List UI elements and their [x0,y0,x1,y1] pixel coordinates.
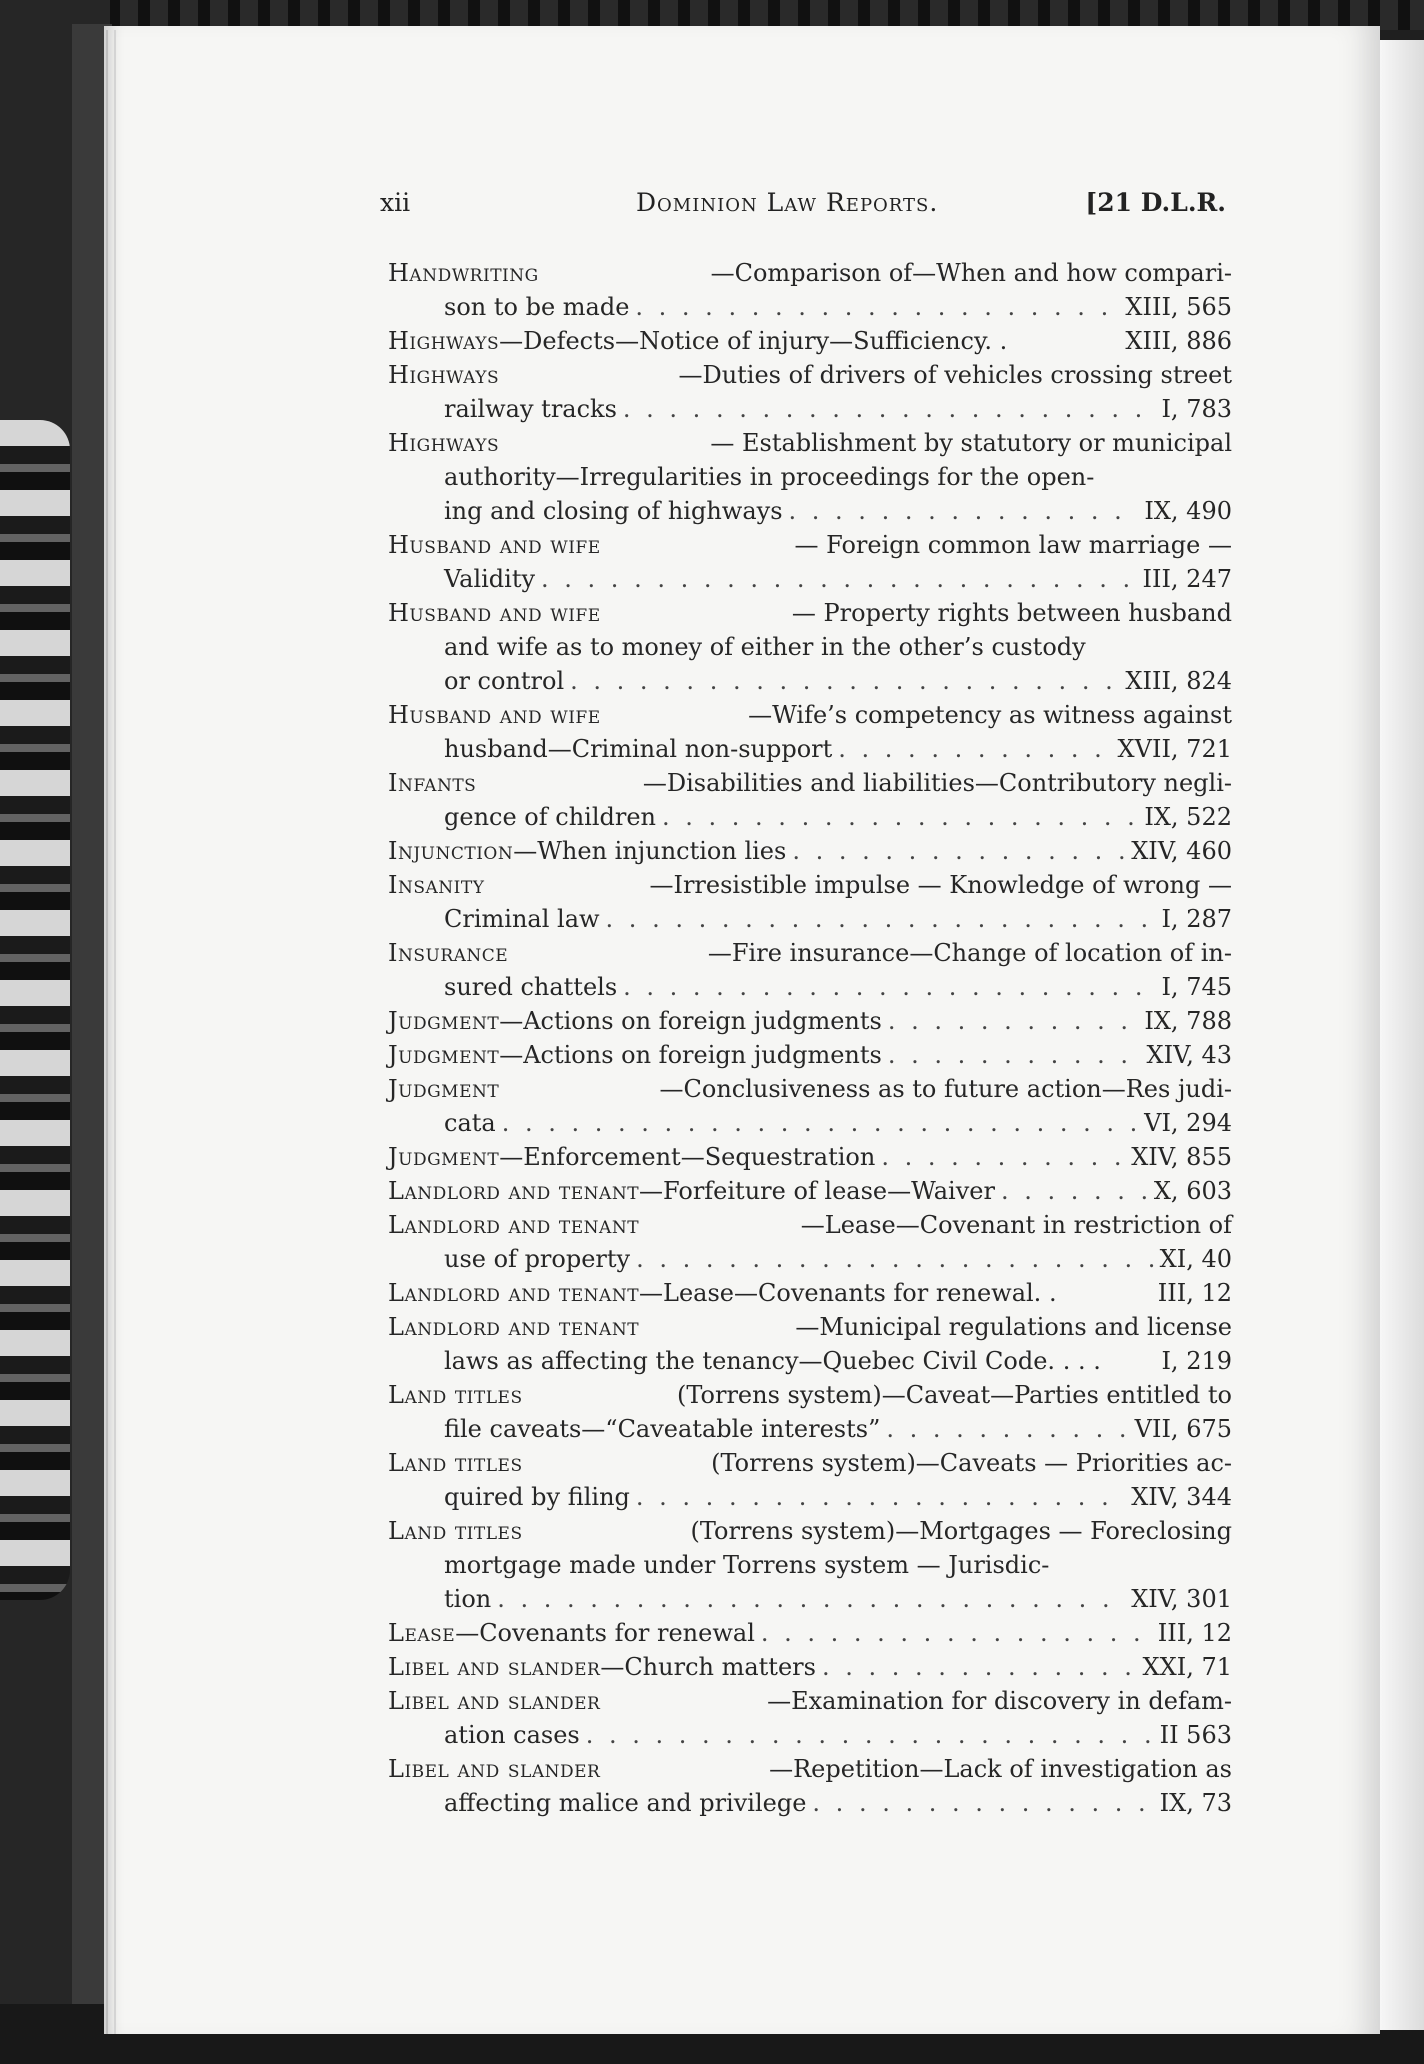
entry-text: —Repetition—Lack of investigation as [769,1755,1232,1783]
entry-heading: Husband and wife [388,531,601,559]
entry-line [388,1004,1232,1038]
entry-heading: Land titles [388,1381,523,1409]
entry-heading: Lease [388,1619,456,1647]
dot-leader [886,1412,1128,1446]
citation-reference: III, 247 [1142,565,1232,593]
entry-text: ing and closing of highways [444,497,783,525]
entry-heading: Insurance [388,939,509,967]
index-entry [388,1310,1232,1378]
entry-text: file caveats—“Caveatable interests” [444,1415,881,1443]
entry-line [388,1038,1232,1072]
index-entry [388,1038,1232,1072]
entry-text: — Foreign common law marriage — [794,531,1232,559]
index-entry [388,1004,1232,1038]
dot-leader [541,562,1136,596]
citation-reference: XIII, 565 [1125,293,1232,321]
citation-reference: XIV, 43 [1146,1041,1232,1069]
entry-heading: Husband and wife [388,701,601,729]
book-spine-texture [0,420,70,1600]
index-entry [388,1446,1232,1514]
entry-line [388,1752,1232,1786]
index-entry [388,1276,1232,1310]
entry-heading: Handwriting [388,259,539,287]
entry-text: —Church matters [600,1653,816,1681]
entry-text: sured chattels [444,973,618,1001]
entry-heading: Landlord and tenant [388,1279,640,1307]
entry-text: use of property [444,1245,631,1273]
index-entry [388,868,1232,936]
entry-continuation-line [388,1582,1232,1616]
entry-text: —When injunction lies [513,837,787,865]
entry-text: (Torrens system)—Mortgages — Foreclosing [690,1517,1232,1545]
citation-reference: VI, 294 [1144,1109,1232,1137]
entry-text: —Comparison of—When and how compari- [710,259,1232,287]
index-entry [388,358,1232,426]
entry-text: and wife as to money of either in the other’s custody [444,633,1086,661]
entry-continuation-line [388,970,1232,1004]
dot-leader [838,732,1111,766]
entry-text: or control [444,667,565,695]
entry-continuation-line [388,1344,1232,1378]
entry-line [388,936,1232,970]
citation-reference: XVII, 721 [1117,735,1232,763]
citation-reference: XIV, 344 [1131,1483,1232,1511]
entry-line [388,1276,1232,1310]
citation-reference: III, 12 [1157,1619,1232,1647]
entry-text: — Property rights between husband [791,599,1232,627]
entry-continuation-line [388,1480,1232,1514]
citation-reference: I, 745 [1161,973,1232,1001]
entry-text: —Duties of drivers of vehicles crossing street [678,361,1232,389]
entry-heading: Highways [388,361,500,389]
citation-reference: VII, 675 [1134,1415,1232,1443]
entry-text: ation cases [444,1721,580,1749]
entry-text: —Examination for discovery in defam- [767,1687,1232,1715]
entry-line [388,766,1232,800]
dot-leader [662,800,1138,834]
entry-text: affecting malice and privilege [444,1789,807,1817]
dot-leader [606,902,1156,936]
entry-text: —Actions on foreign judgments [499,1041,882,1069]
index-entry [388,256,1232,324]
entry-line [388,1208,1232,1242]
entry-text: — Establishment by statutory or municipal [710,429,1232,457]
entry-heading: Highways [388,327,500,355]
entry-continuation-line [388,630,1232,664]
entry-text: —Forfeiture of lease—Waiver [639,1177,995,1205]
index-entry [388,1616,1232,1650]
entry-heading: Judgment [388,1007,500,1035]
entry-line [388,1174,1232,1208]
dot-leader [635,290,1119,324]
entry-heading: Judgment [388,1041,500,1069]
page-margin-rule [106,30,108,2034]
dot-leader [822,1650,1137,1684]
entry-line [388,1310,1232,1344]
dot-leader [497,1582,1125,1616]
entry-continuation-line [388,732,1232,766]
index-entries [388,256,1232,1820]
entry-text: (Torrens system)—Caveats — Priorities ac- [711,1449,1232,1477]
dot-leader [502,1106,1138,1140]
entry-text: —Enforcement—Sequestration [499,1143,876,1171]
dot-leader [881,1140,1125,1174]
index-entry [388,834,1232,868]
index-entry [388,698,1232,766]
entry-continuation-line [388,800,1232,834]
citation-reference: XI, 40 [1159,1245,1232,1273]
dot-leader [586,1718,1154,1752]
index-entry [388,324,1232,358]
entry-line [388,1072,1232,1106]
dot-leader [792,834,1125,868]
entry-heading: Injunction [388,837,514,865]
entry-text: laws as affecting the tenancy—Quebec Civil Code. . . . [444,1347,1101,1375]
entry-heading: Landlord and tenant [388,1313,640,1341]
citation-reference: I, 219 [1161,1347,1232,1375]
entry-text: —Defects—Notice of injury—Sufficiency. . [499,327,1008,355]
entry-text: husband—Criminal non-support [444,735,833,763]
volume-label: [21 D.L.R. [1085,188,1226,217]
entry-continuation-line [388,1412,1232,1446]
citation-reference: I, 783 [1161,395,1232,423]
entry-line [388,426,1232,460]
entry-text: Validity [444,565,536,593]
citation-reference: IX, 522 [1144,803,1232,831]
entry-line [388,596,1232,630]
entry-line [388,868,1232,902]
entry-text: —Lease—Covenants for renewal. . [639,1279,1057,1307]
dot-leader [888,1038,1141,1072]
citation-reference: IX, 788 [1144,1007,1232,1035]
entry-text: cata [444,1109,496,1137]
dot-leader [570,664,1119,698]
entry-text: quired by filing [444,1483,630,1511]
index-entry [388,1208,1232,1276]
entry-text: —Actions on foreign judgments [499,1007,882,1035]
entry-line [388,256,1232,290]
citation-reference: XIV, 301 [1131,1585,1232,1613]
citation-reference: XIV, 855 [1131,1143,1232,1171]
index-entry [388,936,1232,1004]
citation-reference: XIII, 886 [1125,327,1232,355]
index-entry [388,1650,1232,1684]
entry-text: mortgage made under Torrens system — Jurisdic- [444,1551,1050,1579]
entry-line [388,324,1232,358]
index-entry [388,1752,1232,1820]
entry-continuation-line [388,460,1232,494]
entry-continuation-line [388,1718,1232,1752]
entry-heading: Judgment [388,1075,500,1103]
entry-heading: Judgment [388,1143,500,1171]
citation-reference: XIV, 460 [1131,837,1232,865]
entry-text: —Fire insurance—Change of location of in- [707,939,1232,967]
page-number: xii [380,188,411,217]
entry-text: son to be made [444,293,630,321]
dot-leader [623,392,1156,426]
entry-line [388,358,1232,392]
entry-text: authority—Irregularities in proceedings for the open- [444,463,1095,491]
entry-continuation-line [388,1242,1232,1276]
index-entry [388,596,1232,698]
entry-line [388,698,1232,732]
index-entry [388,1174,1232,1208]
entry-line [388,1446,1232,1480]
entry-line [388,1514,1232,1548]
entry-heading: Land titles [388,1517,523,1545]
entry-continuation-line [388,494,1232,528]
entry-line [388,1650,1232,1684]
entry-continuation-line [388,392,1232,426]
entry-heading: Libel and slander [388,1755,601,1783]
dot-leader [888,1004,1139,1038]
citation-reference: II 563 [1159,1721,1232,1749]
index-entry [388,1684,1232,1752]
citation-reference: XIII, 824 [1125,667,1232,695]
entry-line [388,1684,1232,1718]
entry-heading: Husband and wife [388,599,601,627]
citation-reference: IX, 73 [1159,1789,1232,1817]
entry-heading: Insanity [388,871,485,899]
entry-heading: Infants [388,769,477,797]
entry-text: —Conclusiveness as to future action—Res judi- [659,1075,1232,1103]
dot-leader [1001,1174,1148,1208]
entry-text: —Municipal regulations and license [795,1313,1232,1341]
citation-reference: IX, 490 [1144,497,1232,525]
dot-leader [761,1616,1152,1650]
entry-heading: Landlord and tenant [388,1211,640,1239]
citation-reference: I, 287 [1161,905,1232,933]
entry-heading: Land titles [388,1449,523,1477]
entry-heading: Landlord and tenant [388,1177,640,1205]
citation-reference: III, 12 [1157,1279,1232,1307]
dot-leader [636,1242,1154,1276]
entry-continuation-line [388,290,1232,324]
entry-heading: Highways [388,429,500,457]
running-title: Dominion Law Reports. [636,188,939,217]
page-margin-rule [114,30,116,2034]
entry-text: gence of children [444,803,657,831]
entry-line [388,1140,1232,1174]
entry-text: tion [444,1585,492,1613]
entry-continuation-line [388,562,1232,596]
index-entry [388,1140,1232,1174]
citation-reference: XXI, 71 [1142,1653,1232,1681]
dot-leader [812,1786,1153,1820]
entry-text: —Wife’s competency as witness against [748,701,1232,729]
index-entry [388,1514,1232,1616]
entry-heading: Libel and slander [388,1653,601,1681]
entry-line [388,1616,1232,1650]
entry-continuation-line [388,1548,1232,1582]
entry-text: —Irresistible impulse — Knowledge of wrong — [649,871,1232,899]
entry-heading: Libel and slander [388,1687,601,1715]
entry-continuation-line [388,1786,1232,1820]
entry-line [388,1378,1232,1412]
entry-continuation-line [388,664,1232,698]
entry-text: —Lease—Covenant in restriction of [800,1211,1232,1239]
running-header [380,188,1226,228]
index-entry [388,766,1232,834]
citation-reference: X, 603 [1153,1177,1232,1205]
entry-text: (Torrens system)—Caveat—Parties entitled to [677,1381,1232,1409]
entry-text: Criminal law [444,905,600,933]
dot-leader [636,1480,1125,1514]
index-entry [388,1378,1232,1446]
index-entry [388,426,1232,528]
dot-leader [789,494,1139,528]
entry-text: railway tracks [444,395,617,423]
entry-continuation-line [388,1106,1232,1140]
dot-leader [623,970,1155,1004]
index-entry [388,1072,1232,1140]
entry-text: —Disabilities and liabilities—Contributory negli- [642,769,1232,797]
entry-line [388,528,1232,562]
index-entry [388,528,1232,596]
entry-text: —Covenants for renewal [455,1619,755,1647]
entry-line [388,834,1232,868]
entry-continuation-line [388,902,1232,936]
